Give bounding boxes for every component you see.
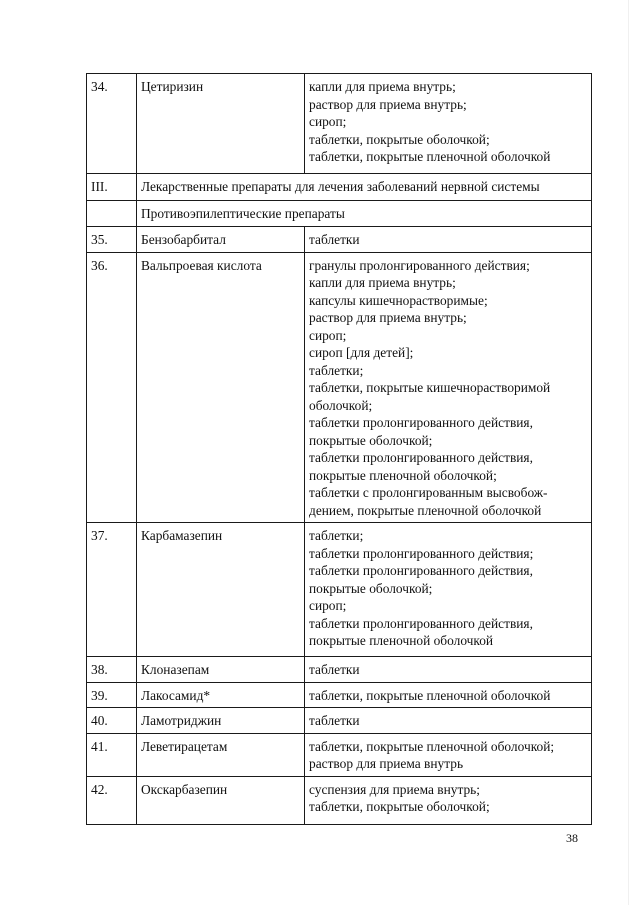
subsection-title: Противоэпилептические препараты	[137, 201, 592, 227]
dosage-form-line: гранулы пролонгированного действия;	[309, 257, 530, 273]
dosage-form-line: таблетки пролонгированного действия,	[309, 615, 533, 631]
subsection-row	[87, 201, 592, 227]
dosage-forms	[305, 657, 592, 683]
dosage-form-line: капсулы кишечнорастворимые;	[309, 292, 488, 308]
dosage-forms	[305, 776, 592, 824]
section-number: III.	[87, 174, 137, 201]
table-row	[87, 252, 592, 523]
section-title: Лекарственные препараты для лечения заболеваний нервной системы	[137, 174, 592, 201]
row-number: 38.	[87, 657, 137, 683]
table-row	[87, 682, 592, 708]
dosage-form-line: сироп;	[309, 598, 347, 613]
dosage-form-line: таблетки пролонгированного действия,	[309, 563, 533, 578]
dosage-form-line: таблетки;	[309, 528, 364, 543]
drug-name: Вальпроевая кислота	[137, 252, 305, 523]
row-number: 39.	[87, 682, 137, 708]
dosage-form-line: сироп;	[309, 114, 347, 129]
drug-name: Ламотриджин	[137, 708, 305, 734]
row-number: 42.	[87, 776, 137, 824]
dosage-form-line: покрытые пленочной оболочкой;	[309, 467, 497, 483]
dosage-form-line: таблетки;	[309, 362, 364, 378]
dosage-form-line: покрытые пленочной оболочкой	[309, 633, 494, 648]
row-number: 41.	[87, 733, 137, 776]
row-number: 37.	[87, 523, 137, 657]
dosage-form-line: сироп [для детей];	[309, 345, 414, 360]
dosage-forms	[305, 733, 592, 776]
dosage-form-line: раствор для приема внутрь;	[309, 96, 467, 112]
dosage-form-line: таблетки, покрытые пленочной оболочкой;	[309, 738, 555, 754]
dosage-form-line: таблетки, покрытые кишечнорастворимой	[309, 380, 551, 395]
drug-name: Окскарбазепин	[137, 776, 305, 824]
row-number: 34.	[87, 74, 137, 174]
dosage-forms	[305, 682, 592, 708]
dosage-forms	[305, 74, 592, 174]
dosage-form-line: оболочкой;	[309, 397, 373, 413]
drug-list-table	[86, 73, 592, 825]
dosage-forms	[305, 708, 592, 734]
table-row	[87, 708, 592, 734]
table-row	[87, 523, 592, 657]
dosage-form-line: таблетки с пролонгированным высвобож-	[309, 485, 548, 500]
dosage-form-line: таблетки	[309, 713, 360, 728]
empty-cell	[87, 201, 137, 227]
dosage-forms	[305, 252, 592, 523]
table-row	[87, 74, 592, 174]
dosage-form-line: раствор для приема внутрь	[309, 756, 464, 771]
dosage-form-line: таблетки, покрытые оболочкой;	[309, 131, 490, 147]
dosage-form-line: таблетки пролонгированного действия,	[309, 450, 533, 465]
page-number: 38	[566, 831, 578, 845]
dosage-form-line: суспензия для приема внутрь;	[309, 781, 481, 797]
dosage-form-line: таблетки	[309, 232, 360, 247]
dosage-form-line: сироп;	[309, 327, 347, 343]
dosage-form-line: раствор для приема внутрь;	[309, 310, 467, 325]
dosage-form-line: капли для приема внутрь;	[309, 275, 456, 290]
section-row	[87, 174, 592, 201]
row-number: 40.	[87, 708, 137, 734]
drug-name: Цетиризин	[137, 74, 305, 174]
table-row	[87, 227, 592, 253]
dosage-form-line: дением, покрытые пленочной оболочкой	[309, 502, 542, 518]
drug-name: Леветирацетам	[137, 733, 305, 776]
row-number: 35.	[87, 227, 137, 253]
dosage-form-line: таблетки	[309, 662, 360, 677]
dosage-form-line: капли для приема внутрь;	[309, 79, 456, 94]
table-row	[87, 776, 592, 824]
drug-name: Бензобарбитал	[137, 227, 305, 253]
dosage-form-line: таблетки пролонгированного действия;	[309, 545, 534, 561]
dosage-form-line: покрытые оболочкой;	[309, 580, 433, 596]
dosage-form-line: таблетки, покрытые пленочной оболочкой	[309, 149, 551, 164]
dosage-form-line: таблетки, покрытые оболочкой;	[309, 799, 490, 814]
drug-name: Лакосамид*	[137, 682, 305, 708]
table-row	[87, 657, 592, 683]
dosage-forms	[305, 523, 592, 657]
drug-name: Клоназепам	[137, 657, 305, 683]
row-number: 36.	[87, 252, 137, 523]
dosage-form-line: покрытые оболочкой;	[309, 432, 433, 448]
dosage-form-line: таблетки, покрытые пленочной оболочкой	[309, 687, 551, 703]
table-row	[87, 733, 592, 776]
drug-name: Карбамазепин	[137, 523, 305, 657]
scan-edge	[628, 0, 629, 905]
dosage-forms	[305, 227, 592, 253]
dosage-form-line: таблетки пролонгированного действия,	[309, 415, 533, 430]
